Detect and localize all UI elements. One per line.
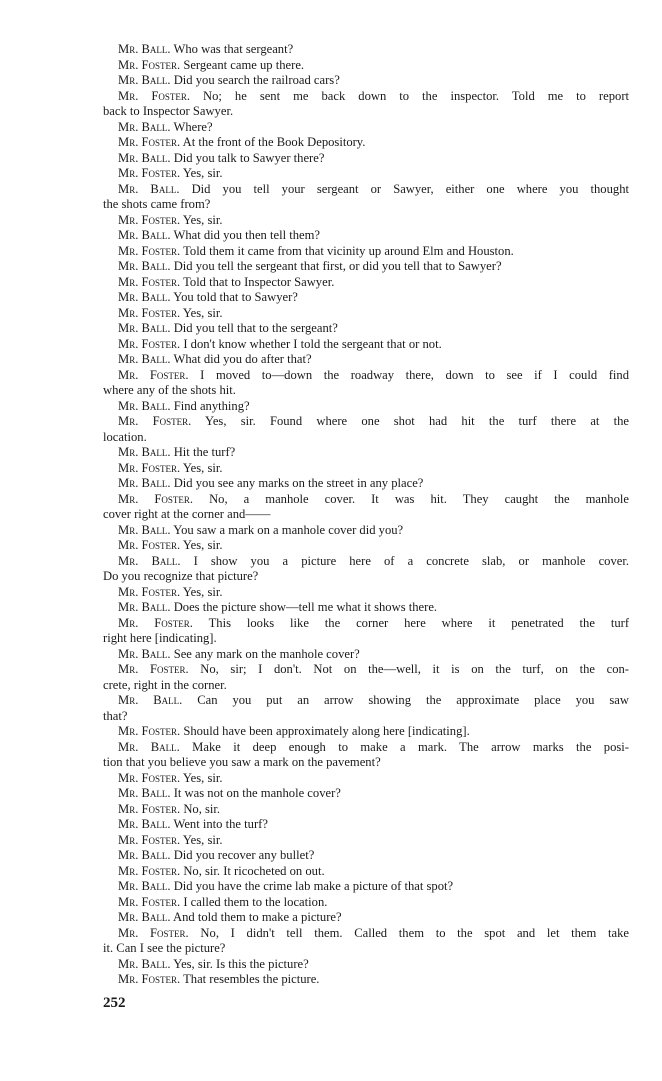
speaker-name: Mr. Foster. [118, 135, 181, 149]
testimony-entry [103, 538, 629, 554]
text-line [103, 569, 629, 585]
statement-text: Did you search the railroad cars? [173, 73, 340, 87]
testimony-entry [103, 926, 629, 957]
testimony-entry [103, 957, 629, 973]
testimony-entry [103, 352, 629, 368]
statement-text: And told them to make a picture? [173, 910, 342, 924]
text-line [103, 585, 629, 601]
testimony-entry [103, 864, 629, 880]
text-line [103, 895, 629, 911]
statement-text: Make it deep enough to make a mark. The arrow marks the posi- [192, 739, 629, 754]
statement-text: that? [103, 708, 128, 723]
testimony-entry [103, 740, 629, 771]
testimony-entry [103, 42, 629, 58]
text-line [103, 647, 629, 663]
text-line [103, 352, 629, 368]
statement-text: I don't know whether I told the sergeant that or not. [183, 336, 442, 351]
text-line [103, 151, 629, 167]
testimony-entry [103, 259, 629, 275]
text-line [103, 817, 629, 833]
statement-text: What did you then tell them? [173, 228, 321, 242]
speaker-name: Mr. Ball. [118, 476, 171, 490]
speaker-name: Mr. Ball. [118, 817, 171, 831]
statement-text: That resembles the picture. [183, 972, 320, 986]
text-line [103, 662, 629, 678]
statement-text: No; he sent me back down to the inspector. Told me to report [203, 88, 629, 103]
testimony-entry [103, 445, 629, 461]
speaker-name: Mr. Ball. [118, 228, 171, 242]
text-line [103, 678, 629, 694]
speaker-name: Mr. Foster. [118, 894, 181, 909]
statement-text: This looks like the corner here where it penetrated the turf [208, 615, 629, 630]
testimony-entry [103, 321, 629, 337]
statement-text: No, I didn't tell them. Called them to the spot and let them take [200, 925, 629, 940]
speaker-name: Mr. Ball. [118, 522, 171, 537]
speaker-name: Mr. Ball. [118, 398, 171, 413]
speaker-name: Mr. Ball. [118, 119, 171, 134]
statement-text: Does the picture show—tell me what it shows there. [173, 600, 438, 614]
statement-text: Did you tell that to the sergeant? [173, 321, 338, 335]
testimony-entry [103, 585, 629, 601]
testimony-entry [103, 213, 629, 229]
testimony-entry [103, 523, 629, 539]
statement-text: the shots came from? [103, 197, 211, 211]
statement-text: Find anything? [173, 398, 250, 413]
text-line [103, 399, 629, 415]
text-line [103, 461, 629, 477]
testimony-entry [103, 151, 629, 167]
speaker-name: Mr. Ball. [118, 321, 171, 335]
text-line [103, 616, 629, 632]
testimony-entry [103, 182, 629, 213]
text-line [103, 445, 629, 461]
statement-text: Where? [173, 119, 213, 134]
speaker-name: Mr. Ball. [118, 600, 171, 614]
statement-text: Told that to Inspector Sawyer. [183, 274, 335, 289]
speaker-name: Mr. Ball. [118, 42, 171, 56]
testimony-entry [103, 600, 629, 616]
statement-text: Yes, sir. [182, 538, 223, 552]
statement-text: No, sir; I don't. Not on the—well, it is on the turf, on the con- [200, 662, 629, 676]
speaker-name: Mr. Foster. [118, 336, 181, 351]
testimony-entry [103, 58, 629, 74]
statement-text: it. Can I see the picture? [103, 941, 226, 955]
statement-text: No, a manhole cover. It was hit. They caught the manhole [209, 491, 629, 506]
statement-text: Sergeant came up there. [183, 57, 305, 72]
testimony-entry [103, 476, 629, 492]
text-line [103, 58, 629, 74]
speaker-name: Mr. Ball. [118, 786, 171, 800]
text-line [103, 957, 629, 973]
text-line [103, 693, 629, 709]
testimony-entry [103, 414, 629, 445]
text-line [103, 786, 629, 802]
text-line [103, 864, 629, 880]
statement-text: Yes, sir. Found where one shot had hit the turf there at the [205, 414, 629, 428]
statement-text: Did you tell your sergeant or Sawyer, either one where you thought [191, 181, 629, 196]
statement-text: Yes, sir. [182, 212, 223, 227]
statement-text: Yes, sir. [182, 584, 223, 599]
testimony-entry [103, 244, 629, 260]
statement-text: Should have been approximately along here [indicating]. [183, 724, 470, 738]
text-line [103, 89, 629, 105]
testimony-entry [103, 461, 629, 477]
statement-text: Who was that sergeant? [173, 42, 294, 56]
testimony-entry [103, 135, 629, 151]
testimony-entry [103, 972, 629, 988]
statement-text: It was not on the manhole cover? [173, 786, 341, 800]
speaker-name: Mr. Foster. [118, 925, 189, 940]
speaker-name: Mr. Foster. [118, 538, 181, 552]
speaker-name: Mr. Ball. [118, 150, 171, 165]
speaker-name: Mr. Ball. [118, 693, 183, 707]
text-line [103, 709, 629, 725]
testimony-entry [103, 554, 629, 585]
text-line [103, 337, 629, 353]
speaker-name: Mr. Foster. [118, 724, 181, 738]
statement-text: I called them to the location. [183, 894, 328, 909]
testimony-entry [103, 73, 629, 89]
statement-text: tion that you believe you saw a mark on the pavement? [103, 755, 381, 769]
statement-text: right here [indicating]. [103, 631, 217, 645]
text-line [103, 972, 629, 988]
statement-text: No, sir. It ricocheted on out. [183, 863, 325, 878]
testimony-entry [103, 879, 629, 895]
text-line [103, 290, 629, 306]
testimony-entry [103, 910, 629, 926]
testimony-entry [103, 616, 629, 647]
speaker-name: Mr. Foster. [118, 414, 192, 428]
testimony-entry [103, 802, 629, 818]
text-line [103, 42, 629, 58]
text-line [103, 120, 629, 136]
testimony-entry [103, 662, 629, 693]
page-number: 252 [103, 995, 126, 1011]
testimony-entry [103, 647, 629, 663]
speaker-name: Mr. Ball. [118, 181, 180, 196]
text-line [103, 941, 629, 957]
statement-text: Did you see any marks on the street in any place? [173, 476, 424, 490]
speaker-name: Mr. Foster. [118, 863, 181, 878]
statement-text: Yes, sir. [182, 305, 223, 320]
statement-text: Did you talk to Sawyer there? [173, 150, 325, 165]
speaker-name: Mr. Ball. [118, 445, 171, 459]
speaker-name: Mr. Ball. [118, 848, 171, 862]
text-line [103, 755, 629, 771]
statement-text: Yes, sir. [182, 460, 223, 475]
statement-text: Went into the turf? [173, 817, 268, 831]
testimony-entry [103, 89, 629, 120]
testimony-entry [103, 833, 629, 849]
statement-text: Did you have the crime lab make a picture of that spot? [173, 879, 454, 893]
statement-text: See any mark on the manhole cover? [173, 646, 360, 661]
speaker-name: Mr. Foster. [118, 243, 181, 258]
speaker-name: Mr. Ball. [118, 553, 181, 568]
text-line [103, 166, 629, 182]
text-line [103, 492, 629, 508]
statement-text: No, sir. [183, 801, 221, 816]
speaker-name: Mr. Foster. [118, 367, 189, 382]
text-line [103, 523, 629, 539]
statement-text: Hit the turf? [173, 445, 236, 459]
speaker-name: Mr. Foster. [118, 88, 191, 103]
testimony-entry [103, 120, 629, 136]
text-line [103, 554, 629, 570]
speaker-name: Mr. Foster. [118, 832, 181, 847]
testimony-entry [103, 399, 629, 415]
speaker-name: Mr. Foster. [118, 491, 194, 506]
text-line [103, 104, 629, 120]
speaker-name: Mr. Foster. [118, 662, 189, 676]
speaker-name: Mr. Foster. [118, 972, 181, 986]
text-line [103, 910, 629, 926]
statement-text: What did you do after that? [173, 352, 312, 366]
testimony-entry [103, 337, 629, 353]
text-line [103, 275, 629, 291]
text-line [103, 73, 629, 89]
text-line [103, 802, 629, 818]
testimony-entry [103, 368, 629, 399]
speaker-name: Mr. Foster. [118, 274, 181, 289]
testimony-entry [103, 693, 629, 724]
text-line [103, 414, 629, 430]
testimony-entry [103, 786, 629, 802]
statement-text: You told that to Sawyer? [173, 290, 298, 304]
text-line [103, 507, 629, 523]
text-line [103, 833, 629, 849]
statement-text: Yes, sir. [182, 770, 223, 785]
text-line [103, 771, 629, 787]
testimony-entry [103, 895, 629, 911]
transcript-body [103, 42, 629, 988]
text-line [103, 740, 629, 756]
statement-text: Did you recover any bullet? [173, 848, 315, 862]
statement-text: I moved to—down the roadway there, down to see if I could find [200, 367, 629, 382]
testimony-entry [103, 817, 629, 833]
text-line [103, 213, 629, 229]
speaker-name: Mr. Ball. [118, 956, 171, 971]
statement-text: where any of the shots hit. [103, 383, 236, 397]
speaker-name: Mr. Ball. [118, 259, 171, 273]
statement-text: Can you put an arrow showing the approximate place you saw [197, 693, 629, 707]
text-line [103, 182, 629, 198]
testimony-entry [103, 306, 629, 322]
text-line [103, 631, 629, 647]
statement-text: Did you tell the sergeant that first, or did you tell that to Sawyer? [173, 259, 502, 273]
speaker-name: Mr. Foster. [118, 57, 181, 72]
speaker-name: Mr. Foster. [118, 166, 181, 180]
text-line [103, 259, 629, 275]
testimony-entry [103, 275, 629, 291]
speaker-name: Mr. Foster. [118, 770, 181, 785]
testimony-entry [103, 724, 629, 740]
text-line [103, 135, 629, 151]
statement-text: cover right at the corner and—— [103, 507, 271, 521]
speaker-name: Mr. Foster. [118, 212, 181, 227]
speaker-name: Mr. Foster. [118, 615, 193, 630]
statement-text: I show you a picture here of a concrete slab, or manhole cover. [193, 553, 629, 568]
speaker-name: Mr. Foster. [118, 584, 181, 599]
text-line [103, 321, 629, 337]
statement-text: Told them it came from that vicinity up around Elm and Houston. [183, 243, 514, 258]
text-line [103, 244, 629, 260]
testimony-entry [103, 848, 629, 864]
speaker-name: Mr. Ball. [118, 352, 171, 366]
text-line [103, 879, 629, 895]
text-line [103, 430, 629, 446]
text-line [103, 197, 629, 213]
text-line [103, 600, 629, 616]
statement-text: Yes, sir. [182, 832, 223, 847]
text-line [103, 724, 629, 740]
speaker-name: Mr. Ball. [118, 290, 171, 304]
text-line [103, 368, 629, 384]
statement-text: Yes, sir. Is this the picture? [173, 956, 309, 971]
statement-text: Do you recognize that picture? [103, 569, 259, 583]
speaker-name: Mr. Foster. [118, 460, 181, 475]
statement-text: You saw a mark on a manhole cover did you? [173, 522, 404, 537]
statement-text: location. [103, 429, 147, 444]
speaker-name: Mr. Ball. [118, 879, 171, 893]
text-line [103, 228, 629, 244]
text-line [103, 306, 629, 322]
statement-text: At the front of the Book Depository. [182, 135, 366, 149]
speaker-name: Mr. Foster. [118, 801, 181, 816]
text-line [103, 926, 629, 942]
speaker-name: Mr. Ball. [118, 646, 171, 661]
speaker-name: Mr. Ball. [118, 910, 171, 924]
speaker-name: Mr. Foster. [118, 305, 181, 320]
statement-text: crete, right in the corner. [103, 677, 227, 692]
testimony-entry [103, 166, 629, 182]
text-line [103, 848, 629, 864]
statement-text: back to Inspector Sawyer. [103, 104, 234, 118]
text-line [103, 383, 629, 399]
statement-text: Yes, sir. [182, 166, 223, 180]
text-line [103, 538, 629, 554]
testimony-entry [103, 228, 629, 244]
testimony-entry [103, 290, 629, 306]
testimony-entry [103, 492, 629, 523]
speaker-name: Mr. Ball. [118, 739, 180, 754]
speaker-name: Mr. Ball. [118, 73, 171, 87]
testimony-entry [103, 771, 629, 787]
text-line [103, 476, 629, 492]
